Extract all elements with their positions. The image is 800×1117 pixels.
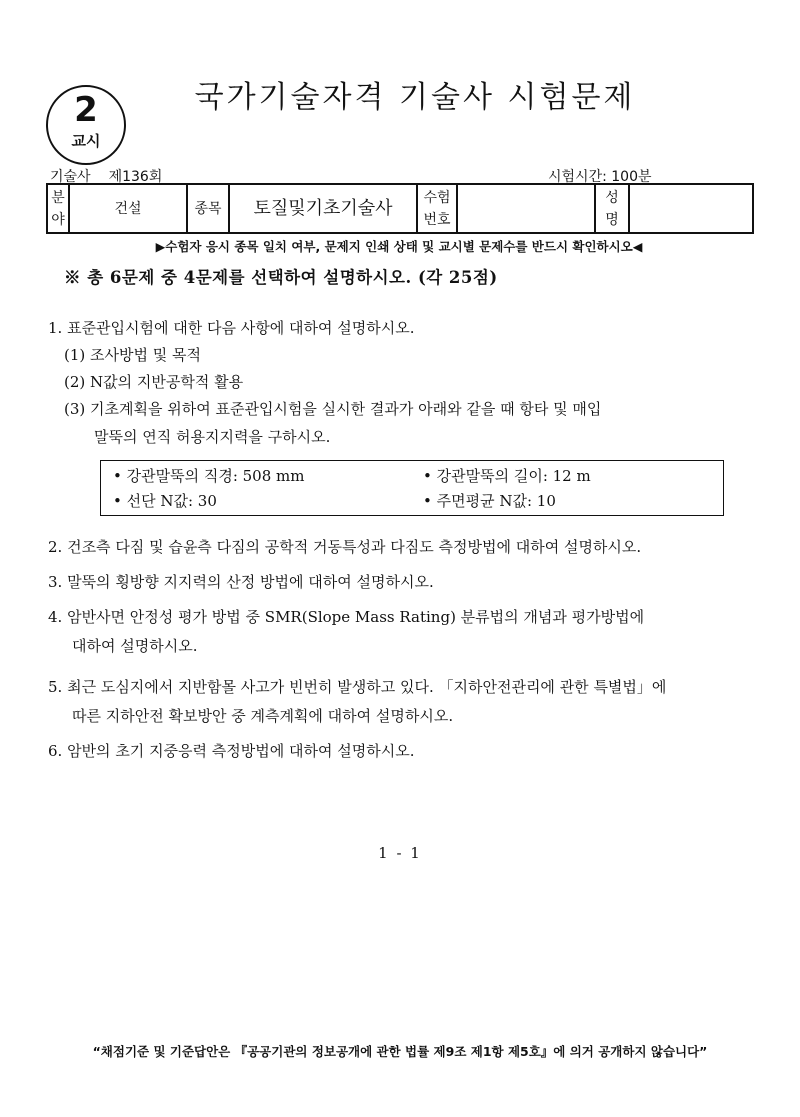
- exam-round: 제136회: [108, 169, 163, 185]
- question-1: 1. 표준관입시험에 대한 다음 사항에 대하여 설명하시오.: [48, 319, 415, 337]
- page-number: 1 - 1: [378, 844, 422, 862]
- pile-length: • 강관말뚝의 길이: 12 m: [423, 467, 591, 485]
- name-label: 성 명: [595, 184, 629, 233]
- session-label: 교시: [71, 132, 101, 150]
- exam-type: 기술사: [50, 169, 91, 185]
- question-4-continued: 대하여 설명하시오.: [72, 637, 198, 655]
- question-6: 6. 암반의 초기 지중응력 측정방법에 대하여 설명하시오.: [48, 742, 415, 760]
- question-2: 2. 건조측 다짐 및 습윤측 다짐의 공학적 거동특성과 다짐도 측정방법에 대하여 설명하시오.: [48, 538, 642, 556]
- tip-n-value: • 선단 N값: 30: [113, 492, 217, 510]
- question-5: 5. 최근 도심지에서 지반함몰 사고가 빈번히 발생하고 있다. 「지하안전관리에 관한 특별법」에: [48, 678, 667, 696]
- page-title: 국가기술자격 기술사 시험문제: [194, 80, 636, 115]
- shaft-avg-n-value: • 주면평균 N값: 10: [423, 492, 556, 510]
- category-label: 종목: [187, 184, 229, 233]
- question-4: 4. 암반사면 안정성 평가 방법 중 SMR(Slope Mass Rating) 분류법의 개념과 평가방법에: [48, 608, 645, 626]
- category-value: 토질및기초기술사: [229, 184, 417, 233]
- question-1-sub-3: (3) 기초계획을 위하여 표준관입시험을 실시한 결과가 아래와 같을 때 항타 및 매입: [64, 400, 602, 418]
- question-1-sub-3-continued: 말뚝의 연직 허용지지력을 구하시오.: [94, 428, 331, 446]
- name-field[interactable]: [629, 184, 753, 233]
- pile-diameter: • 강관말뚝의 직경: 508 mm: [113, 467, 305, 485]
- exam-number-field[interactable]: [457, 184, 595, 233]
- question-5-continued: 따른 지하안전 확보방안 중 계측계획에 대하여 설명하시오.: [72, 707, 454, 725]
- question-3: 3. 말뚝의 횡방향 지지력의 산정 방법에 대하여 설명하시오.: [48, 573, 434, 591]
- session-number: 2: [74, 90, 98, 130]
- exam-time: 시험시간: 100분: [548, 169, 652, 185]
- exam-number-label: 수험 번호: [417, 184, 457, 233]
- question-1-sub-1: (1) 조사방법 및 목적: [64, 346, 201, 364]
- verification-notice: ▶수험자 응시 종목 일치 여부, 문제지 인쇄 상태 및 교시별 문제수를 반드시 확인하시오◀: [155, 239, 643, 254]
- field-label: 분 야: [47, 184, 69, 233]
- candidate-info-table: [46, 183, 754, 234]
- question-1-sub-2: (2) N값의 지반공학적 활용: [64, 373, 244, 391]
- field-value: 건설: [69, 184, 187, 233]
- disclosure-footer: “채점기준 및 기준답안은 『공공기관의 정보공개에 관한 법률 제9조 제1항 제5호』에 의거 공개하지 않습니다”: [92, 1044, 708, 1059]
- instruction: ※ 총 6문제 중 4문제를 선택하여 설명하시오. (각 25점): [64, 268, 498, 287]
- pile-data-box: [100, 460, 724, 516]
- session-badge: [46, 85, 126, 165]
